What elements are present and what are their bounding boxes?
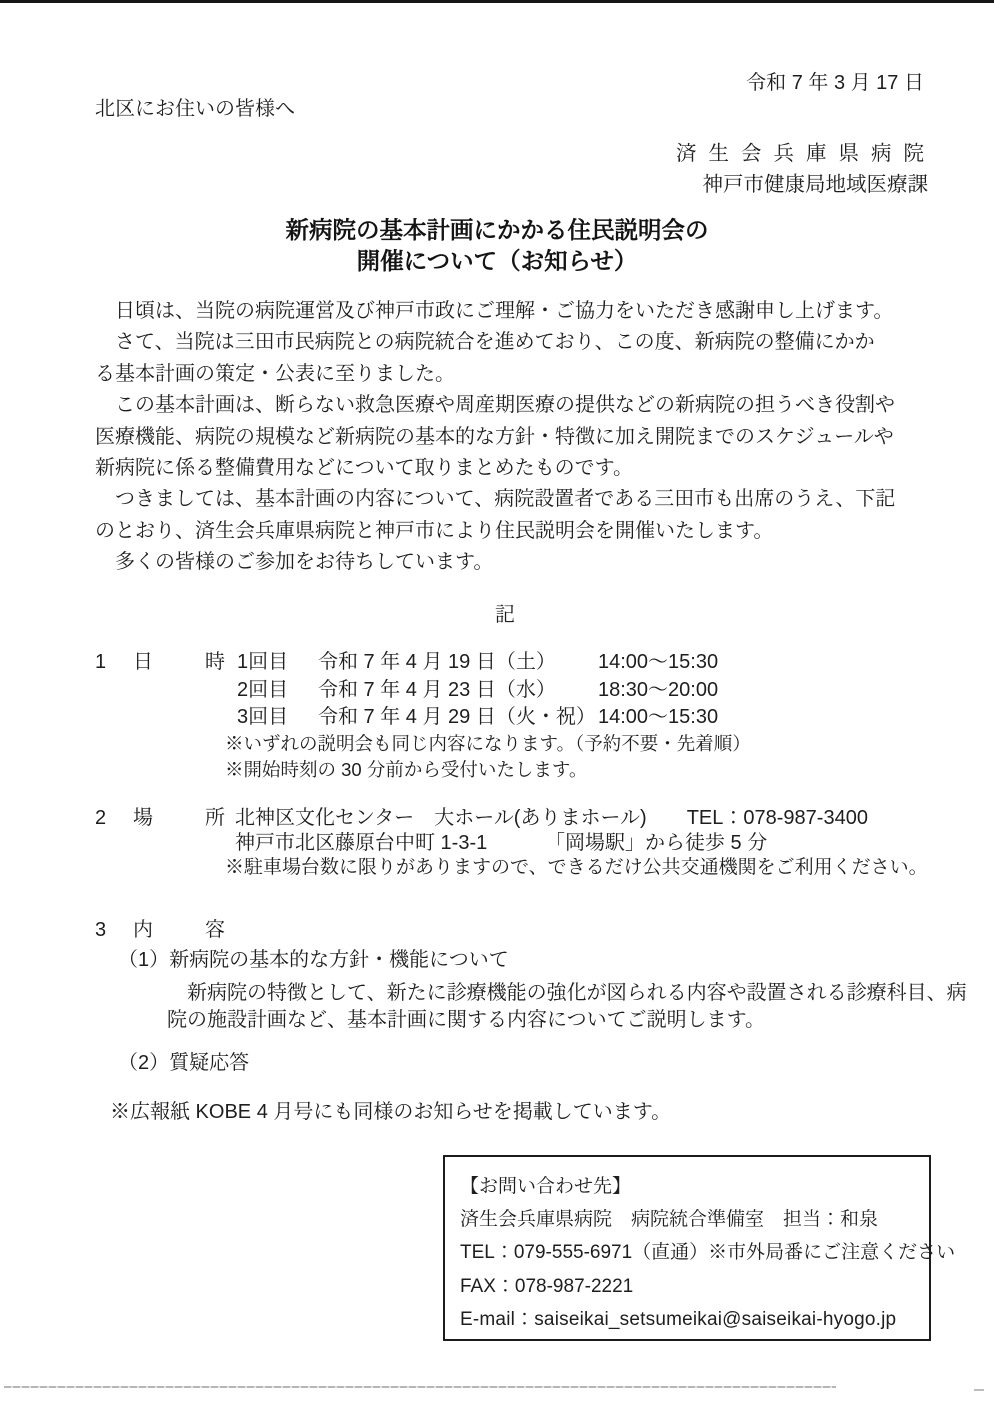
body-paragraphs [95,296,925,579]
ki-marker: 記 [495,604,515,626]
section1-label-char1: 日 [133,651,153,673]
body-line: る基本計画の策定・公表に至りました。 [95,362,455,385]
schedule-row-1-time: 14:00～15:30 [598,651,719,673]
document-title [0,215,994,277]
schedule-row-2-time: 18:30～20:00 [598,679,719,701]
venue-access: 「岡場駅」から徒歩 5 分 [545,832,768,854]
sender-organization-city: 神戸市健康局地域医療課 [702,173,928,196]
contact-organization: 済生会兵庫県病院 病院統合準備室 担当：和泉 [460,1209,879,1230]
section1-label-char2: 時 [205,651,225,673]
document-date: 令和 7 年 3 月 17 日 [746,72,924,94]
contact-heading: 【お問い合わせ先】 [460,1176,632,1197]
scan-edge-artifact-top [0,0,994,3]
body-line: さて、当院は三田市民病院との病院統合を進めており、この度、新病院の整備にかか [95,331,875,354]
section3-label-char1: 内 [133,919,153,941]
section3-label-char2: 容 [205,919,225,941]
body-line: のとおり、済生会兵庫県病院と神戸市により住民説明会を開催いたします。 [95,519,774,542]
content-item1-body-line2: 院の施設計画など、基本計画に関する内容についてご説明します。 [167,1009,765,1031]
document-title-line2: 開催について（お知らせ） [356,248,638,274]
sender-organization-hospital: 済生会兵庫県病院 [676,142,936,165]
schedule-row-1-session: 1回目 [237,651,289,673]
content-item1-title: （1）新病院の基本的な方針・機能について [118,949,509,971]
scan-edge-artifact-bottom [4,1386,836,1388]
schedule-note-reception: ※開始時刻の 30 分前から受付いたします。 [225,759,588,780]
scan-speck [974,1389,984,1391]
contact-fax: FAX：078-987-2221 [460,1276,634,1297]
venue-line: 北神区文化センター 大ホール(ありまホール) TEL：078-987-3400 [235,807,868,829]
contact-email: E-mail：saiseikai_setsumeikai@saiseikai-hyogo.jp [460,1309,897,1330]
section3-number: 3 [95,919,107,941]
contact-box [443,1155,956,1341]
schedule-row-3-session: 3回目 [237,706,289,728]
schedule-row-2-session: 2回目 [237,679,289,701]
kobe-bulletin-note: ※広報紙 KOBE 4 月号にも同様のお知らせを掲載しています。 [110,1101,672,1123]
schedule-note-same-content: ※いずれの説明会も同じ内容になります。（予約不要・先着順） [225,733,751,754]
venue-address: 神戸市北区藤原台中町 1-3-1 [235,832,488,854]
body-line: つきましては、基本計画の内容について、病院設置者である三田市も出席のうえ、下記 [95,488,896,511]
body-line: 医療機能、病院の規模など新病院の基本的な方針・特徴に加え開院までのスケジュールや [95,425,894,448]
document-title-line1: 新病院の基本計画にかかる住民説明会の [285,217,709,243]
parking-note: ※駐車場台数に限りがありますので、できるだけ公共交通機関をご利用ください。 [225,857,928,878]
body-line: 多くの皆様のご参加をお待ちしています。 [95,551,494,574]
schedule-row-3-time: 14:00～15:30 [598,706,719,728]
body-line: 新病院に係る整備費用などについて取りまとめたものです。 [95,457,633,480]
section2-number: 2 [95,807,107,829]
contact-tel: TEL：079-555-6971（直通）※市外局番にご注意ください [460,1242,956,1263]
schedule-row-2-date: 令和 7 年 4 月 23 日（水） [318,679,556,701]
section2-label-char2: 所 [205,807,225,829]
content-item1-body-line1: 新病院の特徴として、新たに診療機能の強化が図られる内容や設置される診療科目、病 [187,982,967,1004]
section2-label-char1: 場 [133,807,153,829]
schedule-row-1-date: 令和 7 年 4 月 19 日（土） [318,651,556,673]
body-line: 日頃は、当院の病院運営及び神戸市政にご理解・ご協力をいただき感謝申し上げます。 [95,300,894,322]
schedule-row-3-date: 令和 7 年 4 月 29 日（火・祝） [318,706,596,728]
section1-number: 1 [95,651,107,673]
addressee-line: 北区にお住いの皆様へ [95,98,295,120]
content-item2-title: （2）質疑応答 [118,1052,250,1074]
body-line: この基本計画は、断らない救急医療や周産期医療の提供などの新病院の担うべき役割や [95,394,895,417]
